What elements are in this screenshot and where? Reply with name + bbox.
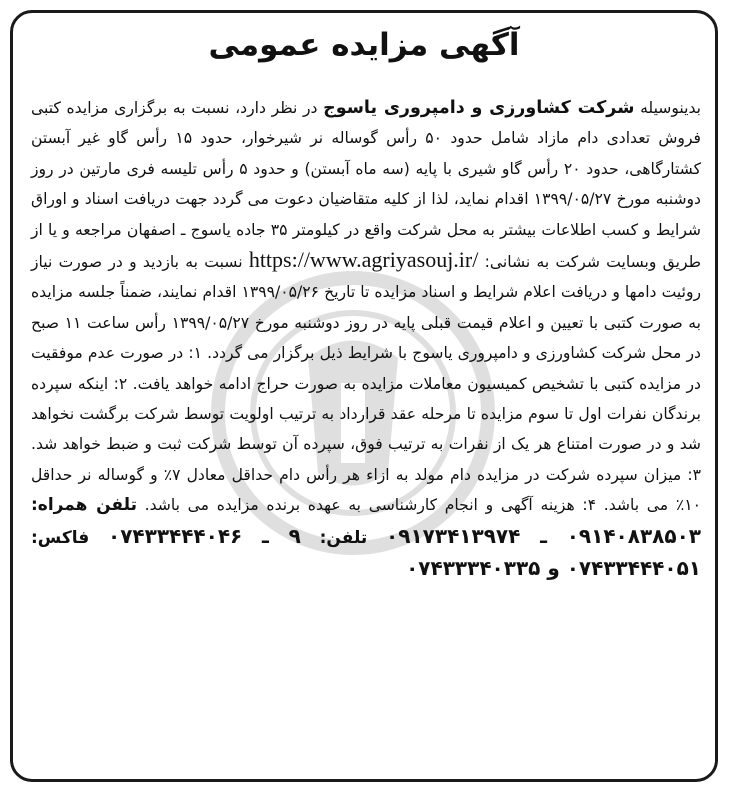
website-link[interactable]: https://www.agriyasouj.ir/	[248, 247, 479, 273]
intro-text-3: نسبت به بازدید و در صورت نیاز روئیت دامها و دریافت اعلام شرایط و اسناد مزایده تا تاریخ ۱۳۹۹/۰۵/۲۶ اقدام نمایند، ضمناً جلسه مزایده به صورت کتبی با تعیین و اعلام قیمت قبلی پایه در روز دوشنبه مورخ ۱۳۹۹/۰۵/۲۷ رأس ساعت ۱۱ صبح در محل شرکت کشاورزی و دامپروری یاسوج با شرایط ذیل برگزار می گردد. ۱: در صورت عدم موفقیت در مزایده کتبی با تشخیص کمیسیون معاملات مزایده به صورت حراج ادامه خواهد یافت. ۲: اینکه سپرده برندگان نفرات اول تا سوم مزایده تا مرحله عقد قرارداد به ترتیب اولویت توسط شرکت برگشت نخواهد شد و در صورت امتناع هر یک از نفرات به ترتیب فوق، سپرده آن توسط شرکت ثبت و ضبط خواهد شد. ۳: میزان سپرده شرکت در مزایده دام مولد به ازاء هر رأس دام حداقل معادل ۷٪ و گوساله نر حداقل ۱۰٪ می باشد. ۴: هزینه آگهی و انجام کارشناسی به عهده برنده مزایده می باشد.	[31, 253, 702, 515]
intro-text-2: در نظر دارد، نسبت به برگزاری مزایده کتبی فروش تعدادی دام مازاد شامل حدود ۵۰ رأس گوساله نر شیرخوار، حدود ۱۵ رأس گاو غیر آبستن کشتارگاهی، حدود ۲۰ رأس گاو شیری با پایه (سه ماه آبستن) و حدود ۵ رأس تلیسه فری مارتین در روز دوشنبه مورخ ۱۳۹۹/۰۵/۲۷ اقدام نماید، لذا از کلیه متقاضیان دعوت می گردد جهت دریافت اسناد و اوراق شرایط و کسب اطلاعات بیشتر به محل شرکت واقع در کیلومتر ۳۵ جاده یاسوج ـ اصفهان مراجعه و یا از طریق وبسایت شرکت به نشانی:	[31, 99, 702, 272]
fax-numbers: ۰۷۴۳۳۴۴۴۰۵۱ و ۰۷۴۳۳۳۴۰۳۳۵	[406, 556, 701, 581]
phone-label: تلفن:	[300, 527, 387, 548]
intro-text-1: بدینوسیله	[634, 99, 701, 117]
mobile-label: تلفن همراه:	[31, 495, 137, 516]
company-name: شرکت کشاورزی و دامپروری یاسوج	[323, 98, 635, 118]
notice-body	[31, 93, 701, 586]
mobile-numbers: ۰۹۱۴۰۸۳۸۵۰۳ ـ ۰۹۱۷۳۴۱۳۹۷۴	[386, 523, 701, 548]
notice-frame	[10, 10, 718, 782]
fax-label: فاکس:	[31, 527, 108, 548]
notice-title: آگهی مزایده عمومی	[208, 27, 520, 63]
phone-numbers: ۹ ـ ۰۷۴۳۳۴۴۴۰۴۶	[107, 523, 301, 548]
